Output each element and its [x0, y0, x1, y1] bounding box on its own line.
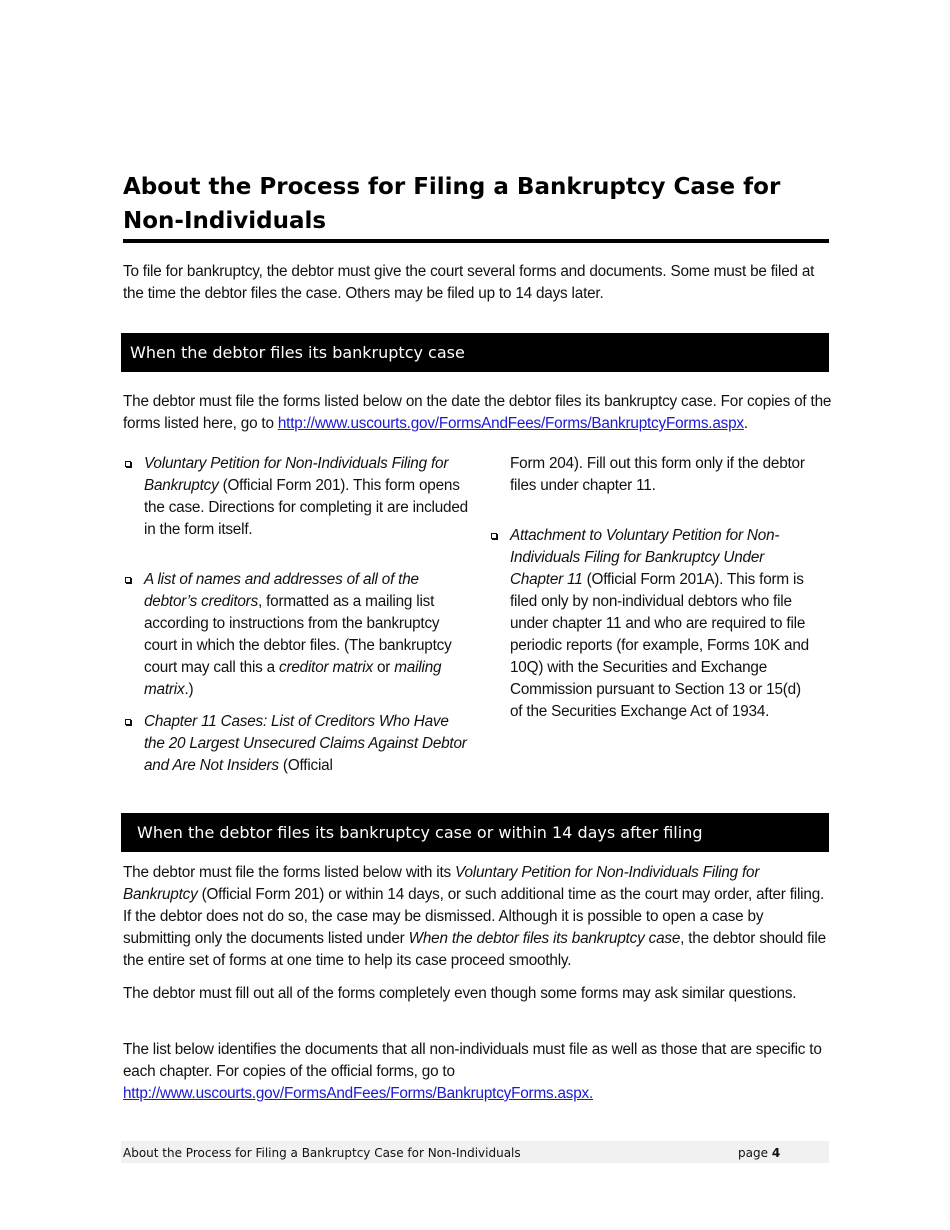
- forms-link[interactable]: http://www.uscourts.gov/FormsAndFees/Forms/BankruptcyForms.aspx: [277, 415, 744, 432]
- footer-title: About the Process for Filing a Bankruptcy Case for Non-Individuals: [123, 1146, 521, 1160]
- form-name: Attachment to Voluntary Petition for Non-Individuals Filing for Bankruptcy Under Chapter 11: [510, 527, 780, 588]
- section-reference: When the debtor files its bankruptcy case: [408, 930, 681, 947]
- list-item: [123, 711, 468, 777]
- section2-paragraph-2: The debtor must fill out all of the forms completely even though some forms may ask similar questions.: [123, 985, 797, 1002]
- page-footer: [121, 1141, 829, 1163]
- page-number: [738, 1141, 780, 1165]
- paragraph-text: (Official Form 201) or within 14 days, or such additional time as the court may order, after filing. If the debtor does not do so, the case may be dismissed. Although it is possible to open a case by submitting only the documents listed under: [123, 886, 825, 947]
- page-number-value: 4: [771, 1146, 781, 1160]
- paragraph-text: The debtor must file the forms listed below with its: [123, 864, 456, 881]
- section-heading-filing-date: When the debtor files its bankruptcy case: [121, 333, 829, 372]
- list-item: [123, 453, 468, 541]
- forms-list-left-column: [123, 453, 468, 777]
- list-item: [489, 525, 809, 723]
- form-name: A list of names and addresses of all of the debtor’s creditors: [144, 571, 419, 610]
- form-name: Voluntary Petition for Non-Individuals Filing for Bankruptcy: [123, 864, 760, 903]
- checkbox-bullet-icon: [491, 533, 497, 539]
- form-name: Chapter 11 Cases: List of Creditors Who Have the 20 Largest Unsecured Claims Against Debtor and Are Not Insiders: [144, 713, 467, 774]
- checkbox-bullet-icon: [125, 461, 131, 467]
- section1-paragraph-end: .: [743, 415, 748, 432]
- form-description: (Official Form 201). This form opens the case. Directions for completing it are included in the form itself.: [144, 477, 468, 538]
- page-label: page: [738, 1146, 768, 1160]
- list-item: [123, 569, 468, 701]
- section1-paragraph: [123, 391, 835, 435]
- checkbox-bullet-icon: [125, 719, 131, 725]
- form-description: (Official: [278, 757, 333, 774]
- form-description: (Official Form 201A). This form is filed only by non-individual debtors who file under chapter 11 and who are required to file periodic reports (for example, Forms 10K and 10Q) with the Securities and Exchange Commission pursuant to Section 13 or 15(d) of the Securities Exchange Act of 1934.: [510, 571, 809, 720]
- official-forms-link[interactable]: http://www.uscourts.gov/FormsAndFees/Forms/BankruptcyForms.aspx.: [123, 1085, 594, 1102]
- section2-paragraph-1: [123, 862, 829, 972]
- section2-paragraph-3: [123, 1039, 829, 1105]
- intro-paragraph: To file for bankruptcy, the debtor must give the court several forms and documents. Some must be filed at the time the debtor files the case. Others may be filed up to 14 days later.: [123, 263, 815, 302]
- page-title: About the Process for Filing a Bankruptcy Case for Non-Individuals: [123, 174, 781, 234]
- checkbox-bullet-icon: [125, 577, 131, 583]
- form-name: Voluntary Petition for Non-Individuals Filing for Bankruptcy: [144, 455, 449, 494]
- form-description-cont: or: [372, 659, 395, 676]
- section1-paragraph-text: The debtor must file the forms listed below on the date the debtor files its bankruptcy case. For copies of the forms listed here, go to: [123, 393, 832, 432]
- paragraph-text: The list below identifies the documents that all non-individuals must file as well as those that are specific to each chapter. For copies of the official forms, go to: [123, 1041, 822, 1080]
- term-creditor-matrix: creditor matrix: [279, 659, 373, 676]
- term-mailing-matrix: mailing matrix: [144, 659, 442, 698]
- form-description: , formatted as a mailing list according to instructions from the bankruptcy court in which the debtor files. (The bankruptcy court may call this a: [144, 593, 452, 676]
- section-heading-within-14-days: When the debtor files its bankruptcy case or within 14 days after filing: [121, 813, 829, 852]
- title-underline: [123, 239, 829, 243]
- forms-list-right-column: [489, 453, 809, 723]
- list-item-continuation: Form 204). Fill out this form only if the debtor files under chapter 11.: [510, 455, 805, 494]
- form-description-end: .): [184, 681, 194, 698]
- paragraph-text: , the debtor should file the entire set of forms at one time to help its case proceed smoothly.: [123, 930, 826, 969]
